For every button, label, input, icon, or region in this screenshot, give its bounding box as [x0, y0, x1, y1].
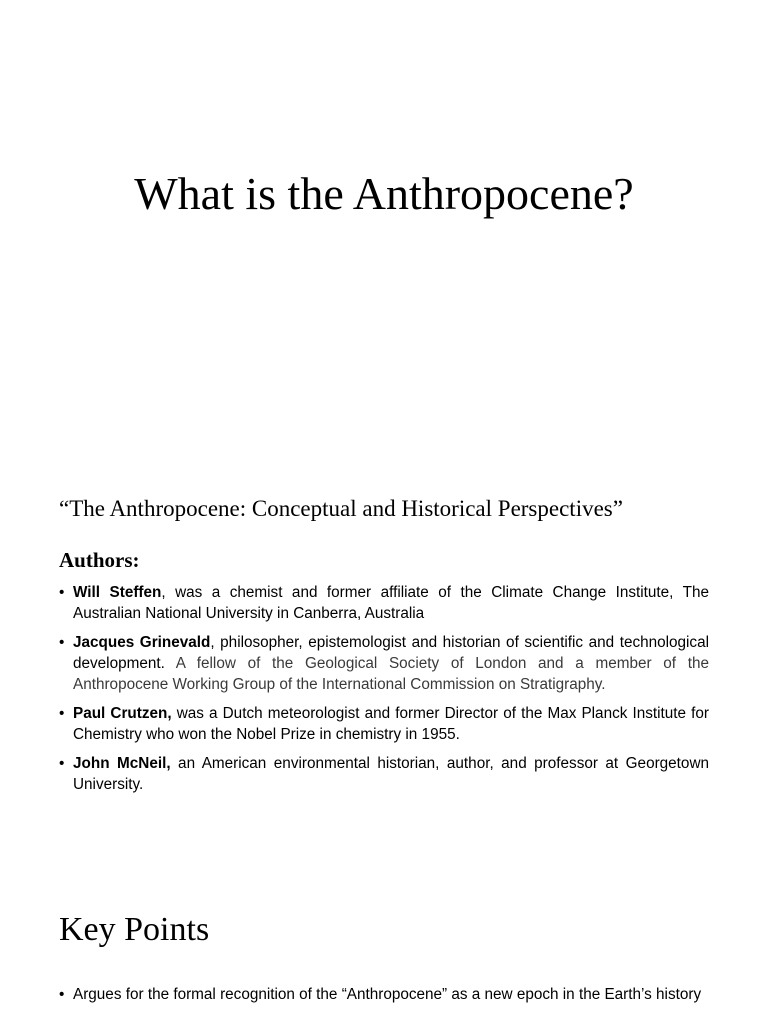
key-points-heading: Key Points [59, 911, 210, 948]
author-description: was a Dutch meteorologist and former Director of the Max Planck Institute for Chemistry who won the Nobel Prize in chemistry in 1955. [73, 705, 710, 743]
bullet-icon: • [59, 986, 65, 1003]
bullet-icon: • [59, 705, 65, 722]
key-point-item [59, 984, 709, 1005]
author-name: Paul Crutzen, [73, 705, 172, 722]
authors-slide [0, 460, 768, 880]
author-name: John McNeil, [73, 755, 171, 772]
title-slide [0, 0, 768, 460]
author-item [59, 582, 709, 624]
author-item [59, 753, 709, 795]
key-points-slide [0, 880, 768, 1024]
author-description-extra: A fellow of the Geological Society of London and a member of the Anthropocene Working Group of the International Commission on Stratigraphy. [73, 655, 709, 693]
bullet-icon: • [59, 755, 65, 772]
key-points-list [59, 984, 709, 1013]
paper-title: “The Anthropocene: Conceptual and Historical Perspectives” [59, 496, 623, 521]
author-description: , was a chemist and former affiliate of the Climate Change Institute, The Australian National University in Canberra, Australia [73, 584, 709, 622]
authors-heading: Authors: [59, 548, 140, 572]
author-name: Will Steffen [73, 584, 162, 601]
authors-list [59, 582, 709, 803]
author-description: an American environmental historian, author, and professor at Georgetown University. [73, 755, 709, 793]
bullet-icon: • [59, 584, 65, 601]
author-description: , philosopher, epistemologist and historian of scientific and technological development. [73, 634, 709, 672]
author-item [59, 632, 709, 695]
slide-title: What is the Anthropocene? [134, 168, 634, 219]
bullet-icon: • [59, 634, 65, 651]
author-item [59, 703, 709, 745]
author-name: Jacques Grinevald [73, 634, 211, 651]
key-point-text: Argues for the formal recognition of the “Anthropocene” as a new epoch in the Earth’s history [73, 986, 702, 1003]
